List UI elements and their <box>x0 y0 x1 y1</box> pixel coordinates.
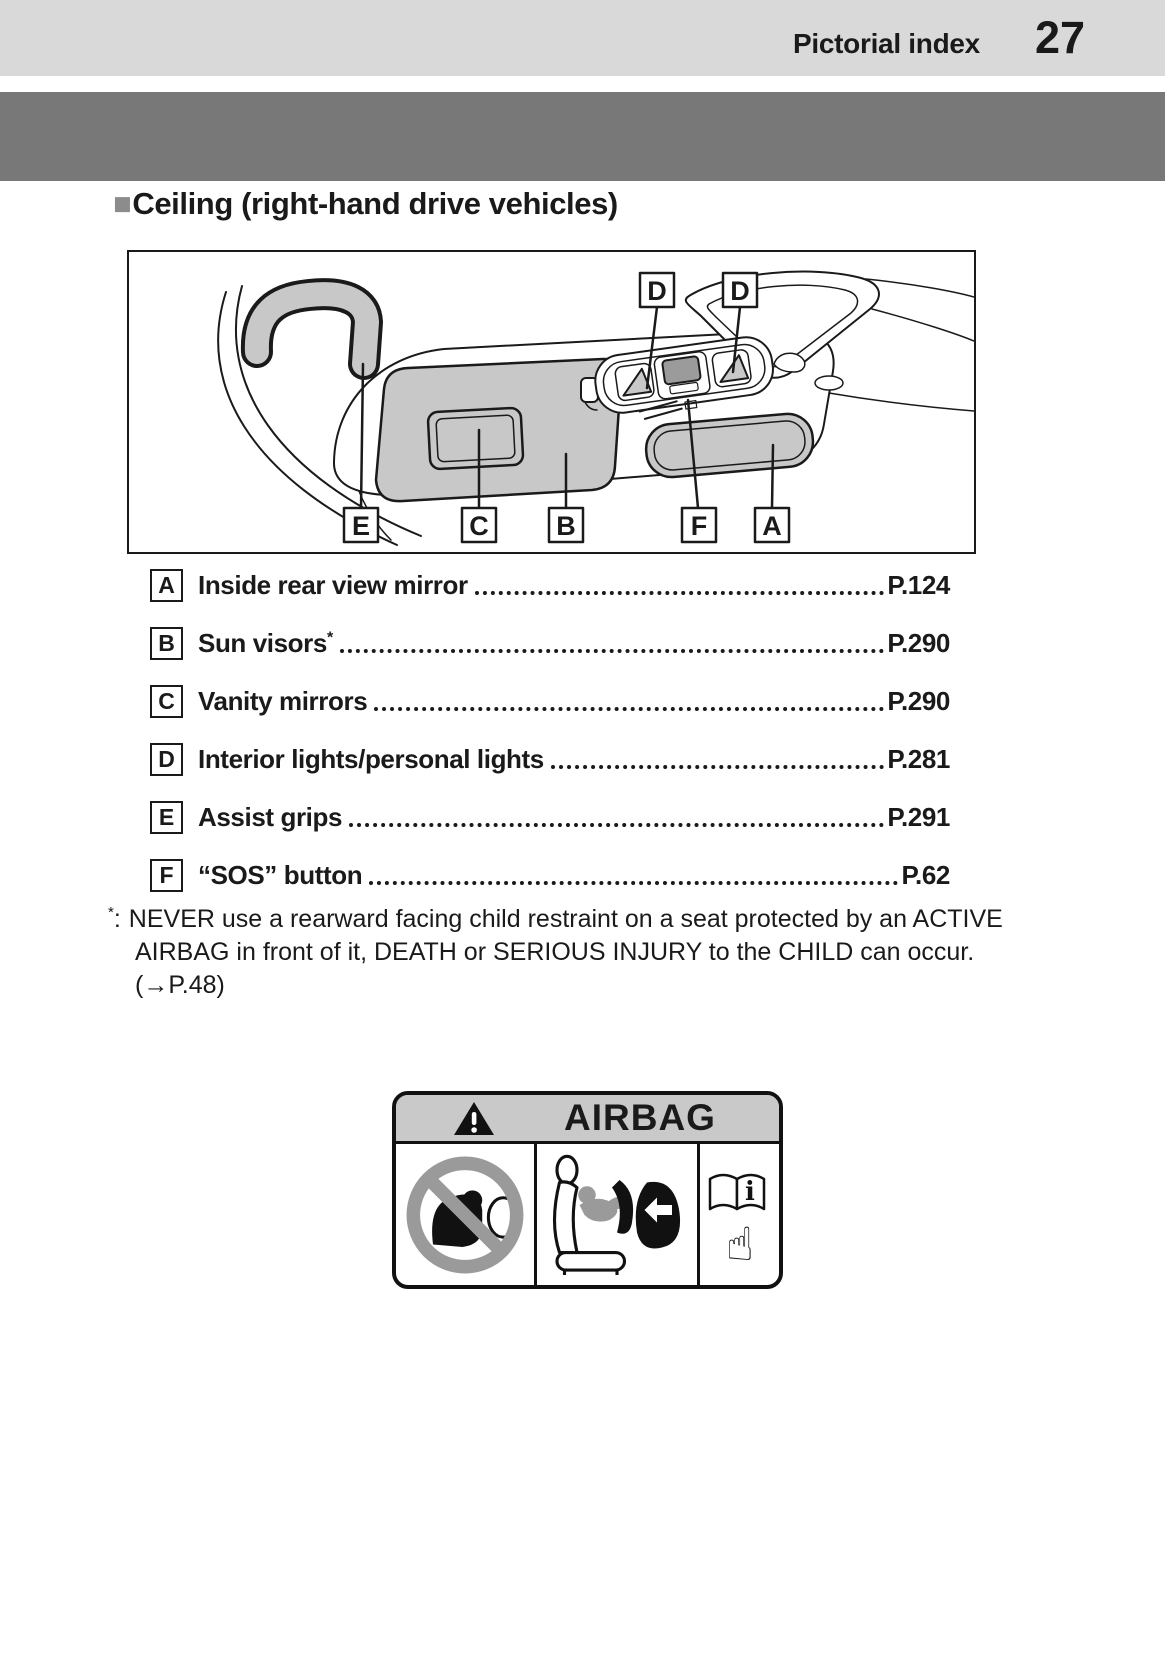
heading-bullet: ■ <box>113 186 132 221</box>
index-row-c <box>150 684 950 718</box>
index-row-e <box>150 800 950 834</box>
callout-b: B <box>556 511 576 541</box>
footnote-marker: * <box>108 904 114 921</box>
svg-text:i: i <box>744 1176 755 1207</box>
footnote-line-2: AIRBAG in front of it, DEATH or SERIOUS INJURY to the CHILD can occur. <box>135 938 975 966</box>
leader-dots <box>374 707 884 711</box>
item-label-box: C <box>150 685 183 718</box>
item-title: Interior lights/personal lights <box>198 743 544 774</box>
item-page-ref: P.291 <box>887 801 950 832</box>
warning-triangle-icon <box>452 1100 496 1138</box>
index-row-b <box>150 626 950 660</box>
mirror-mount <box>774 353 805 372</box>
leader-dots <box>369 881 898 885</box>
ceiling-diagram-svg <box>129 252 974 552</box>
svg-text:☝: ☝ <box>725 1216 754 1271</box>
header-section-title: Pictorial index <box>793 28 980 59</box>
item-page-ref: P.281 <box>887 743 950 774</box>
item-note-asterisk: * <box>326 628 333 646</box>
item-title: Assist grips <box>198 801 343 832</box>
item-title: Inside rear view mirror <box>198 569 468 600</box>
item-title: Vanity mirrors <box>198 685 368 716</box>
callout-d-right: D <box>730 276 750 306</box>
callout-c: C <box>469 511 489 541</box>
item-page-ref: P.290 <box>887 627 950 658</box>
item-label-box: E <box>150 801 183 834</box>
header-bar <box>0 0 1165 76</box>
item-title: Sun visors* <box>198 627 333 658</box>
ceiling-diagram-panel <box>127 250 976 554</box>
callout-e: E <box>351 511 371 541</box>
index-row-f <box>150 858 950 892</box>
leader-dots <box>349 823 884 827</box>
read-manual-icon <box>700 1144 779 1285</box>
airbag-label-body <box>396 1144 779 1285</box>
index-row-a <box>150 568 950 602</box>
item-page-ref: P.290 <box>887 685 950 716</box>
divider-band <box>0 92 1165 181</box>
airbag-warning-label <box>392 1091 783 1289</box>
index-list <box>150 568 950 916</box>
item-page-ref: P.124 <box>887 569 950 600</box>
page-number: 27 <box>1034 12 1085 63</box>
airbag-title: AIRBAG <box>564 1097 716 1138</box>
item-label-box: B <box>150 627 183 660</box>
sunglasses-holder <box>815 376 843 390</box>
footnote-line-1: *: NEVER use a rearward facing child restraint on a seat protected by an ACTIVE <box>108 904 1003 933</box>
heading-text: Ceiling (right-hand drive vehicles) <box>132 186 618 221</box>
callout-f: F <box>690 511 708 541</box>
callout-d-left: D <box>647 276 667 306</box>
callout-a: A <box>762 511 782 541</box>
section-heading <box>113 186 618 222</box>
airbag-label-header <box>396 1095 779 1144</box>
footnote <box>108 896 1058 1002</box>
no-rear-facing-child-seat-icon <box>396 1144 537 1285</box>
sos-button <box>662 356 701 385</box>
footnote-line-3: (→P.48) <box>135 971 225 999</box>
leader-dots <box>551 765 885 769</box>
item-label-box: D <box>150 743 183 776</box>
leader-dots <box>340 649 885 653</box>
item-label-box: F <box>150 859 183 892</box>
airbag-deployment-icon <box>537 1144 700 1285</box>
item-label-box: A <box>150 569 183 602</box>
assist-grip <box>257 294 367 364</box>
index-row-d <box>150 742 950 776</box>
leader-dots <box>475 591 885 595</box>
item-title: “SOS” button <box>198 859 363 890</box>
item-page-ref: P.62 <box>901 859 950 890</box>
